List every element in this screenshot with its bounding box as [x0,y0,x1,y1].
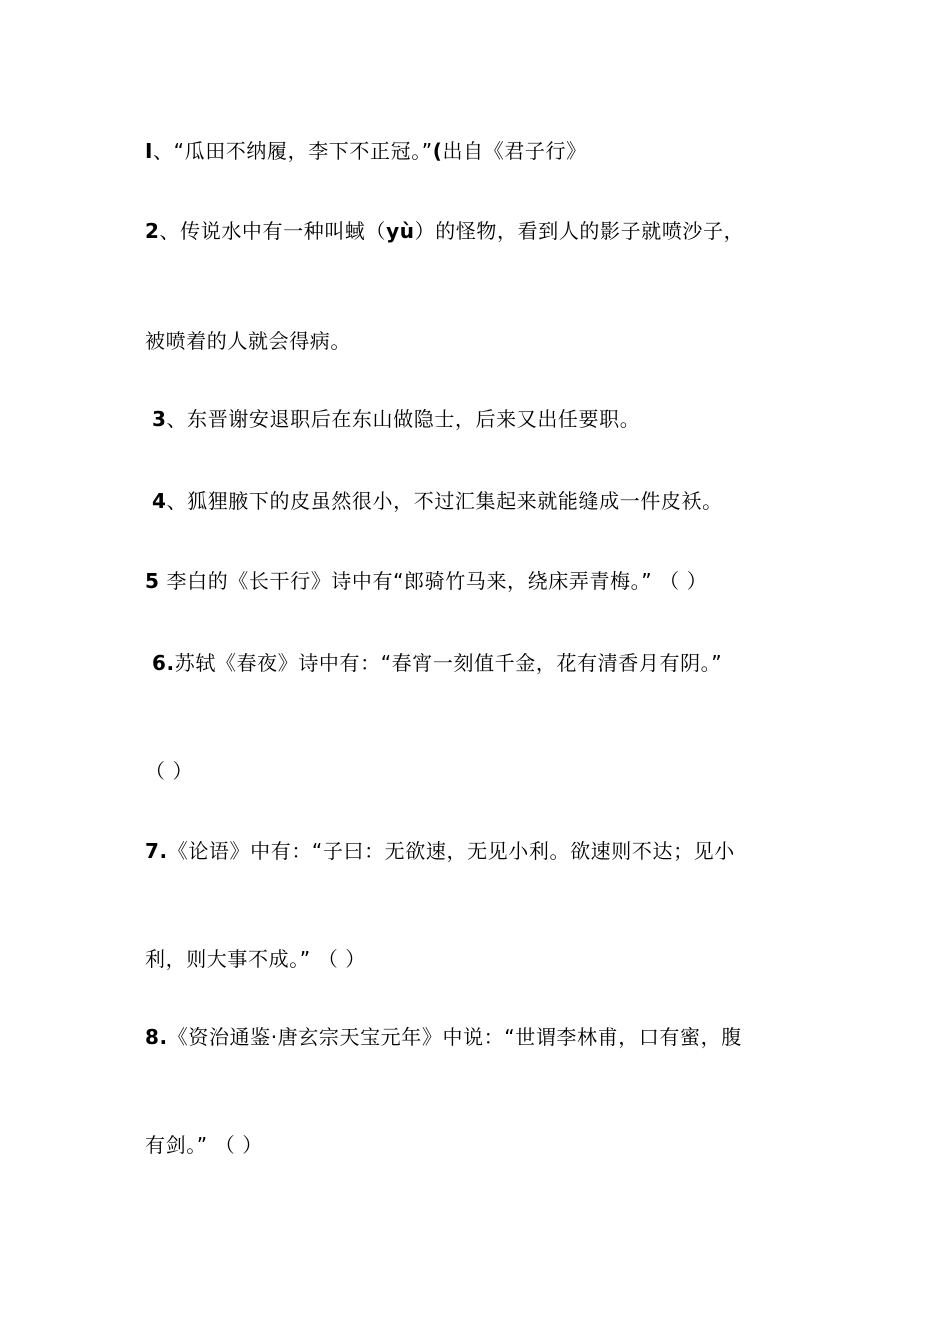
item-number: I [145,139,154,163]
item-text: 、传说水中有一种叫蜮（ [159,219,387,243]
item-number: 6. [152,651,175,675]
item-paren: ( [432,139,443,163]
item-text: 李白的《长干行》诗中有“郎骑竹马来，绕床弄青梅。” （ ） [159,569,708,593]
item-2 [145,218,744,244]
item-2-continuation [145,328,351,354]
item-text: 《论语》中有：“子曰：无欲速，无见小利。欲速则不达；见小 [167,839,735,863]
item-text: 、东晋谢安退职后在东山做隐士，后来又出任要职。 [166,407,641,431]
item-number: 4 [152,489,167,513]
item-source: 出自《君子行》 [442,139,587,163]
item-text: 、狐狸腋下的皮虽然很小，不过汇集起来就能缝成一件皮袄。 [166,489,723,513]
item-text: 苏轼《春夜》诗中有：“春宵一刻值千金，花有清香月有阴。” [174,651,723,675]
item-text-continuation: 被喷着的人就会得病。 [145,329,351,353]
item-text-continuation: 有剑。” （ ） [145,1133,263,1157]
item-text-continuation: （ ） [145,759,194,783]
item-number: 3 [152,407,167,431]
item-number: 2 [145,219,160,243]
item-number: 5 [145,569,160,593]
item-1 [145,138,587,164]
item-6 [152,650,722,676]
item-text-continuation: 利，则大事不成。” （ ） [145,947,366,971]
item-6-continuation [145,758,193,784]
item-7 [145,838,735,864]
item-pinyin: yù [386,219,415,243]
item-8-continuation [145,1132,263,1158]
item-text-rest: ）的怪物，看到人的影子就喷沙子， [414,219,745,243]
item-number: 7. [145,839,168,863]
item-3 [152,406,640,432]
item-7-continuation [145,946,366,972]
item-text: 、“瓜田不纳履，李下不正冠。” [153,139,433,163]
item-4 [152,488,723,514]
item-5 [145,568,707,594]
item-text: 《资治通鉴·唐玄宗天宝元年》中说：“世谓李林甫，口有蜜，腹 [167,1025,742,1049]
item-8 [145,1024,742,1050]
item-number: 8. [145,1025,168,1049]
